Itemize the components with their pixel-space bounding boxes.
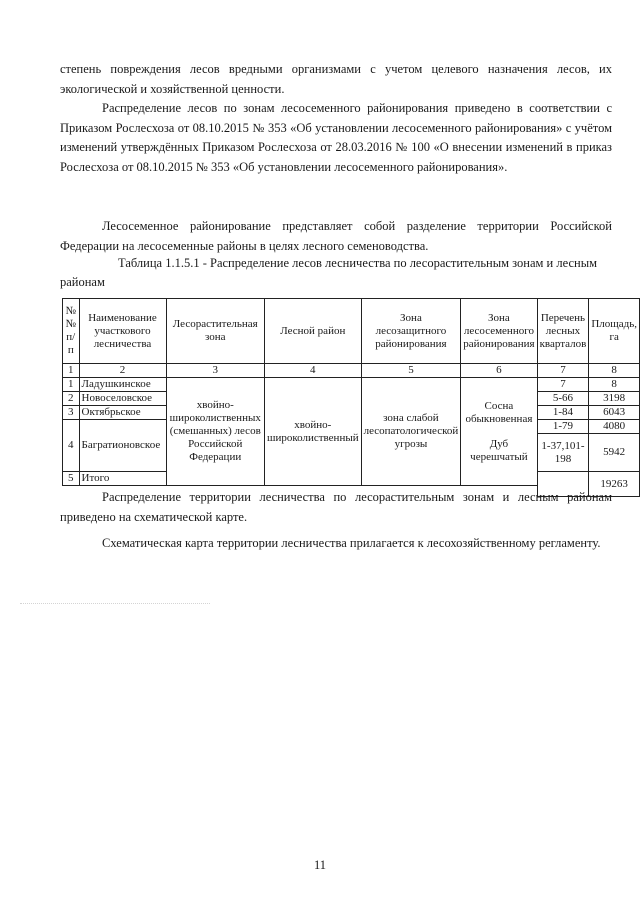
seed-zone-oak: Дуб черешчатый bbox=[470, 437, 528, 463]
header-number: № № п/п bbox=[63, 299, 80, 364]
column-number: 6 bbox=[461, 364, 537, 378]
header-area: Площадь, га bbox=[589, 299, 640, 364]
area-value: 3198 bbox=[589, 392, 640, 406]
column-number: 2 bbox=[79, 364, 166, 378]
total-area: 19263 bbox=[589, 472, 640, 497]
column-number: 8 bbox=[589, 364, 640, 378]
paragraph-seed-zoning-order: Распределение лесов по зонам лесосеменного районирования приведено в соответствии с Приказом Рослесхоза от 08.10.2015 № 353 «Об установлении лесосеменного районирования» с учётом изменений утверждённых Приказом Рослесхоза от 28.03.2016 № 100 «О внесении изменений в приказ Рослесхоза от 08.10.2015 № 353 «Об установлении лесосеменного районирования». bbox=[60, 101, 612, 174]
forest-zone-cell: хвойно-широколиственных (смешанных) лесов Российской Федерации bbox=[166, 378, 264, 486]
quarters-value: 5-66 bbox=[537, 392, 589, 406]
forestry-name: Октябрьское bbox=[79, 406, 166, 420]
total-label: Итого bbox=[79, 472, 166, 486]
total-number: 5 bbox=[63, 472, 80, 486]
table-row bbox=[63, 378, 640, 392]
forest-district-cell: хвойно-широколиственный bbox=[264, 378, 361, 486]
row-number: 4 bbox=[63, 420, 80, 472]
column-number: 4 bbox=[264, 364, 361, 378]
row-number: 3 bbox=[63, 406, 80, 420]
quarters-value: 1-37,101-198 bbox=[537, 434, 589, 472]
column-number: 5 bbox=[361, 364, 461, 378]
paragraph-damage: степень повреждения лесов вредными организмами с учетом целевого назначения лесов, их экологической и хозяйственной ценности. bbox=[60, 62, 612, 96]
header-seed-zone: Зона лесосеменного районирования bbox=[461, 299, 537, 364]
page-number: 11 bbox=[313, 858, 327, 872]
seed-zone-cell bbox=[461, 378, 537, 486]
header-quarters: Перечень лесных кварталов bbox=[537, 299, 589, 364]
quarters-value: 7 bbox=[537, 378, 589, 392]
header-protection-zone: Зона лесозащитного районирования bbox=[361, 299, 461, 364]
row-number: 1 bbox=[63, 378, 80, 392]
forestry-name: Новоселовское bbox=[79, 392, 166, 406]
area-value: 4080 bbox=[589, 420, 640, 434]
area-value: 8 bbox=[589, 378, 640, 392]
header-row bbox=[63, 299, 640, 364]
quarters-value: 1-84 bbox=[537, 406, 589, 420]
forest-distribution-table bbox=[62, 298, 640, 497]
paragraph-map-distribution: Распределение территории лесничества по лесорастительным зонам и лесным районам приведено на схематической карте. bbox=[60, 490, 612, 524]
header-forestry-name: Наименование участкового лесничества bbox=[79, 299, 166, 364]
table-caption: Таблица 1.1.5.1 - Распределение лесов лесничества по лесорастительным зонам и лесным районам bbox=[60, 256, 598, 289]
column-number: 3 bbox=[166, 364, 264, 378]
row-number: 2 bbox=[63, 392, 80, 406]
seed-zone-pine: Сосна обыкновенная bbox=[465, 399, 533, 425]
column-number: 7 bbox=[537, 364, 589, 378]
paragraph-map-attached: Схематическая карта территории лесничества прилагается к лесохозяйственному регламенту. bbox=[102, 536, 601, 550]
area-value: 5942 bbox=[589, 434, 640, 472]
scan-artifact bbox=[20, 603, 210, 605]
column-number: 1 bbox=[63, 364, 80, 378]
quarters-value: 1-79 bbox=[537, 420, 589, 434]
protection-zone-cell: зона слабой лесопатологической угрозы bbox=[361, 378, 461, 486]
column-number-row bbox=[63, 364, 640, 378]
area-value: 6043 bbox=[589, 406, 640, 420]
header-forest-zone: Лесорастительная зона bbox=[166, 299, 264, 364]
forestry-name: Багратионовское bbox=[79, 420, 166, 472]
header-forest-district: Лесной район bbox=[264, 299, 361, 364]
paragraph-seed-zoning-definition: Лесосеменное районирование представляет собой разделение территории Российской Федерации на лесосеменные районы в целях лесного семеноводства. bbox=[60, 219, 612, 253]
forestry-name: Ладушкинское bbox=[79, 378, 166, 392]
